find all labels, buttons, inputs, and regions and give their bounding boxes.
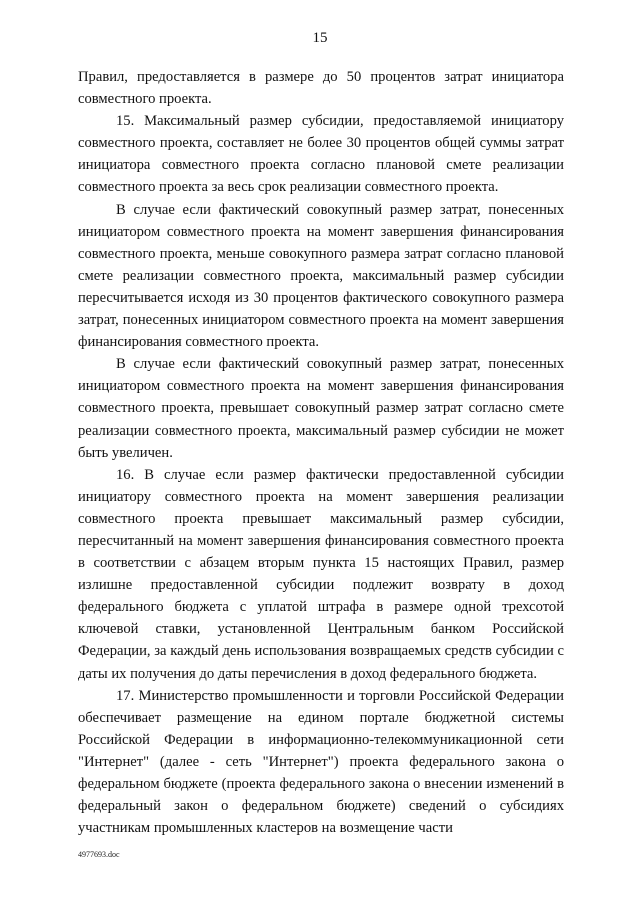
paragraph-clause-15-case-less: В случае если фактический совокупный размер затрат, понесенных инициатором совместного проекта на момент завершения финансирования совместного проекта, меньше совокупного размера затрат согласно плановой смете реализации совместного проекта, максимальный размер субсидии пересчитывается исходя из 30 процентов фактического совокупного размера затрат, понесенных инициатором совместного проекта на момент завершения финансирования совместного проекта.: [78, 201, 564, 351]
paragraph-clause-15: 15. Максимальный размер субсидии, предоставляемой инициатору совместного проекта, составляет не более 30 процентов общей суммы затрат инициатора совместного проекта согласно плановой смете реализации совместного проекта за весь срок реализации совместного проекта.: [78, 113, 564, 196]
paragraph-clause-17: 17. Министерство промышленности и торговли Российской Федерации обеспечивает размещение на едином портале бюджетной системы Российской Федерации в информационно-телекоммуникационной сети "Интернет" (далее - сеть "Интернет") проекта федерального закона о федеральном бюджете (проекта федерального закона о внесении изменений в федеральный закон о федеральном бюджете) сведений о субсидиях участникам промышленных кластеров на возмещение части: [78, 687, 564, 837]
document-body: [78, 66, 564, 839]
document-file-name: 4977693.doc: [78, 850, 120, 859]
paragraph-clause-15-case-more: В случае если фактический совокупный размер затрат, понесенных инициатором совместного проекта на момент завершения финансирования совместного проекта, превышает совокупный размер затрат согласно смете реализации совместного проекта, максимальный размер субсидии не может быть увеличен.: [78, 356, 564, 461]
paragraph-clause-16: 16. В случае если размер фактически предоставленной субсидии инициатору совместного проекта на момент завершения реализации совместного проекта превышает максимальный размер субсидии, пересчитанный на момент завершения финансирования совместного проекта в соответствии с абзацем вторым пункта 15 настоящих Правил, размер излишне предоставленной субсидии подлежит возврату в доход федерального бюджета с уплатой штрафа в размере одной трехсотой ключевой ставки, установленной Центральным банком Российской Федерации, за каждый день использования возвращаемых средств субсидии с даты их получения до даты перечисления в доход федерального бюджета.: [78, 466, 564, 682]
page-number: 15: [312, 30, 328, 46]
paragraph-continuation: Правил, предоставляется в размере до 50 процентов затрат инициатора совместного проекта.: [78, 69, 564, 108]
